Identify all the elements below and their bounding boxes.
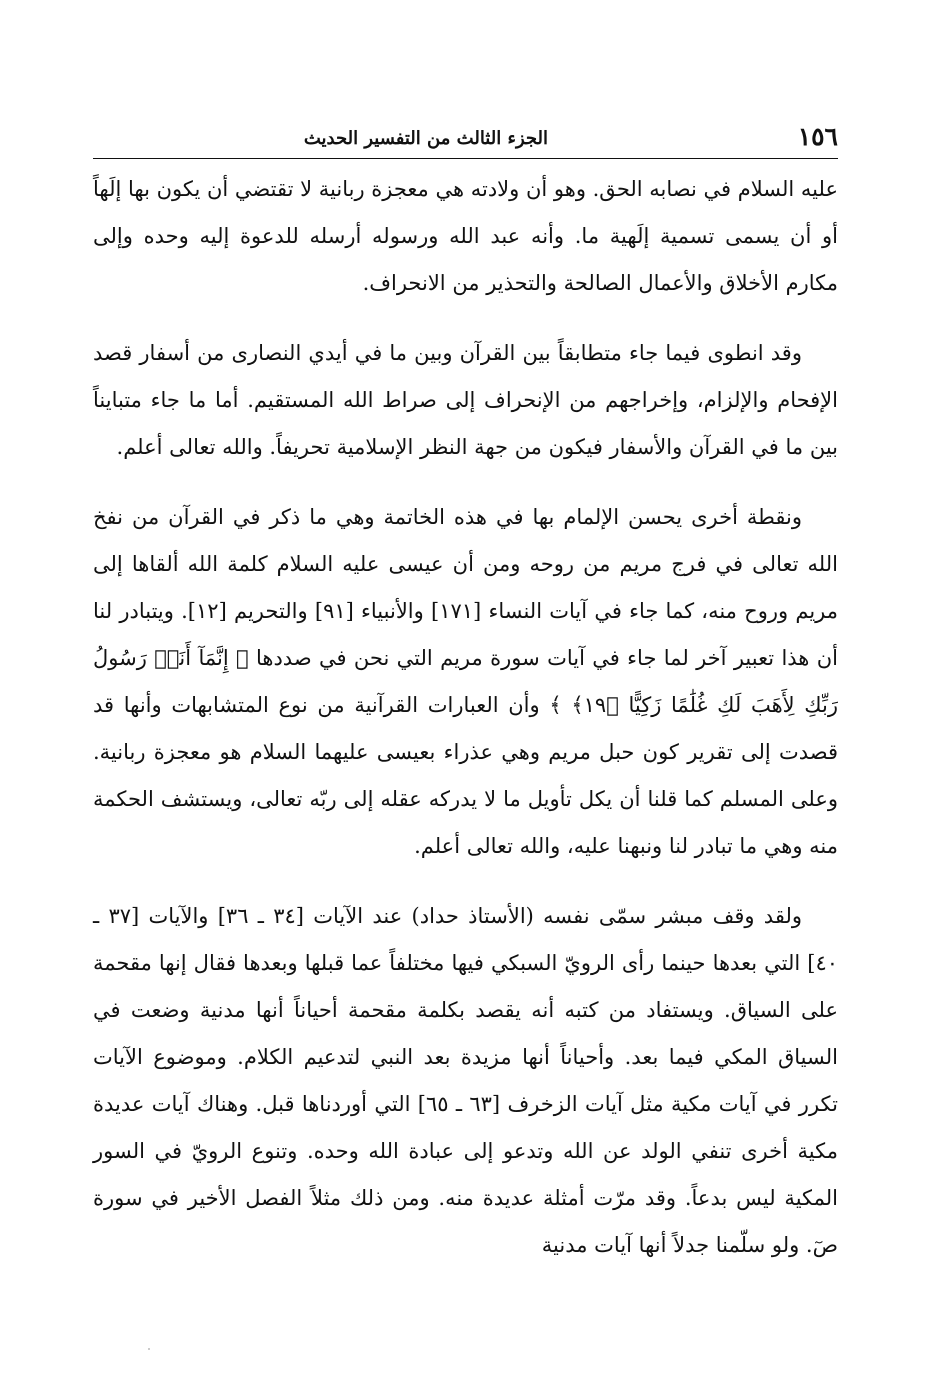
paragraph-4: ولقد وقف مبشر سمّى نفسه (الأستاذ حداد) عند الآيات [٣٤ ـ ٣٦] والآيات [٣٧ ـ ٤٠] التي بعدها حينما رأى الرويّ السبكي فيها مختلفاً عما قبلها وبعدها فقال إنها مقحمة على السياق. ويستفاد من كتبه أنه يقصد بكلمة مقحمة أحياناً أنها مدنية وضعت في السياق المكي فيما بعد. وأحياناً أنها مزيدة بعد النبي لتدعيم الكلام. وموضوع الآيات تكرر في آيات مكية مثل آيات الزخرف [٦٣ ـ ٦٥] التي أوردناها قبل. وهناك آيات عديدة مكية أخرى تنفي الولد عن الله وتدعو إلى عبادة الله وحده. وتنوع الرويّ في السور المكية ليس بدعاً. وقد مرّت أمثلة عديدة منه. ومن ذلك مثلاً الفصل الأخير في سورة صٓ. ولو سلّمنا جدلاً أنها آيات مدنية — [93, 904, 838, 1257]
paragraph-3-text-after: وأن العبارات القرآنية من نوع المتشابهات وأنها قد قصدت إلى تقرير كون حبل مريم وهي عذراء بعيسى عليهما السلام هو معجزة ربانية. وعلى المسلم كما قلنا أن يكل تأويل ما لا يدركه عقله إلى ربّه تعالى، ويستشف الحكمة منه وهي ما تبادر لنا ونبهنا عليه، والله تعالى أعلم. — [93, 693, 838, 858]
page-number: ١٥٦ — [797, 122, 838, 151]
paragraph-1: عليه السلام في نصابه الحق. وهو أن ولادته هي معجزة ربانية لا تقتضي أن يكون بها إلَهاً أو أن يسمى تسمية إلَهية ما. وأنه عبد الله ورسوله أرسله للدعوة إليه وحده وإلى مكارم الأخلاق والأعمال الصالحة والتحذير من الانحراف. — [93, 177, 838, 295]
body-text — [93, 166, 838, 1269]
paragraph-3 — [93, 494, 838, 870]
paragraph-2: وقد انطوى فيما جاء متطابقاً بين القرآن وبين ما في أيدي النصارى من أسفار قصد الإفحام والإلزام، وإخراجهم من الإنحراف إلى صراط الله المستقيم. أما ما جاء متبايناً بين ما في القرآن والأسفار فيكون من جهة النظر الإسلامية تحريفاً. والله تعالى أعلم. — [93, 341, 838, 459]
header-rule — [93, 158, 838, 159]
scan-speck — [148, 1348, 150, 1350]
running-title: الجزء الثالث من التفسير الحديث — [303, 128, 548, 149]
paragraph-3-text-before: ونقطة أخرى يحسن الإلمام بها في هذه الخاتمة وهي ما ذكر في القرآن من نفخ الله تعالى في فرج مريم من روحه ومن أن عيسى عليه السلام كلمة الله ألقاها إلى مريم وروح منه، كما جاء في آيات النساء [١٧١] والأنبياء [٩١] والتحريم [١٢]. ويتبادر لنا أن هذا تعبير آخر لما جاء في آيات سورة مريم التي نحن في صددها — [93, 505, 839, 670]
page-header — [93, 118, 838, 158]
quran-verse: ﴿ إِنَّمَآ أَنَا۠ رَسُولُ رَبِّكِ لِأَهَبَ لَكِ غُلَٰمًا زَكِيًّا ﴿١٩﴾ ﴾ — [93, 646, 838, 717]
